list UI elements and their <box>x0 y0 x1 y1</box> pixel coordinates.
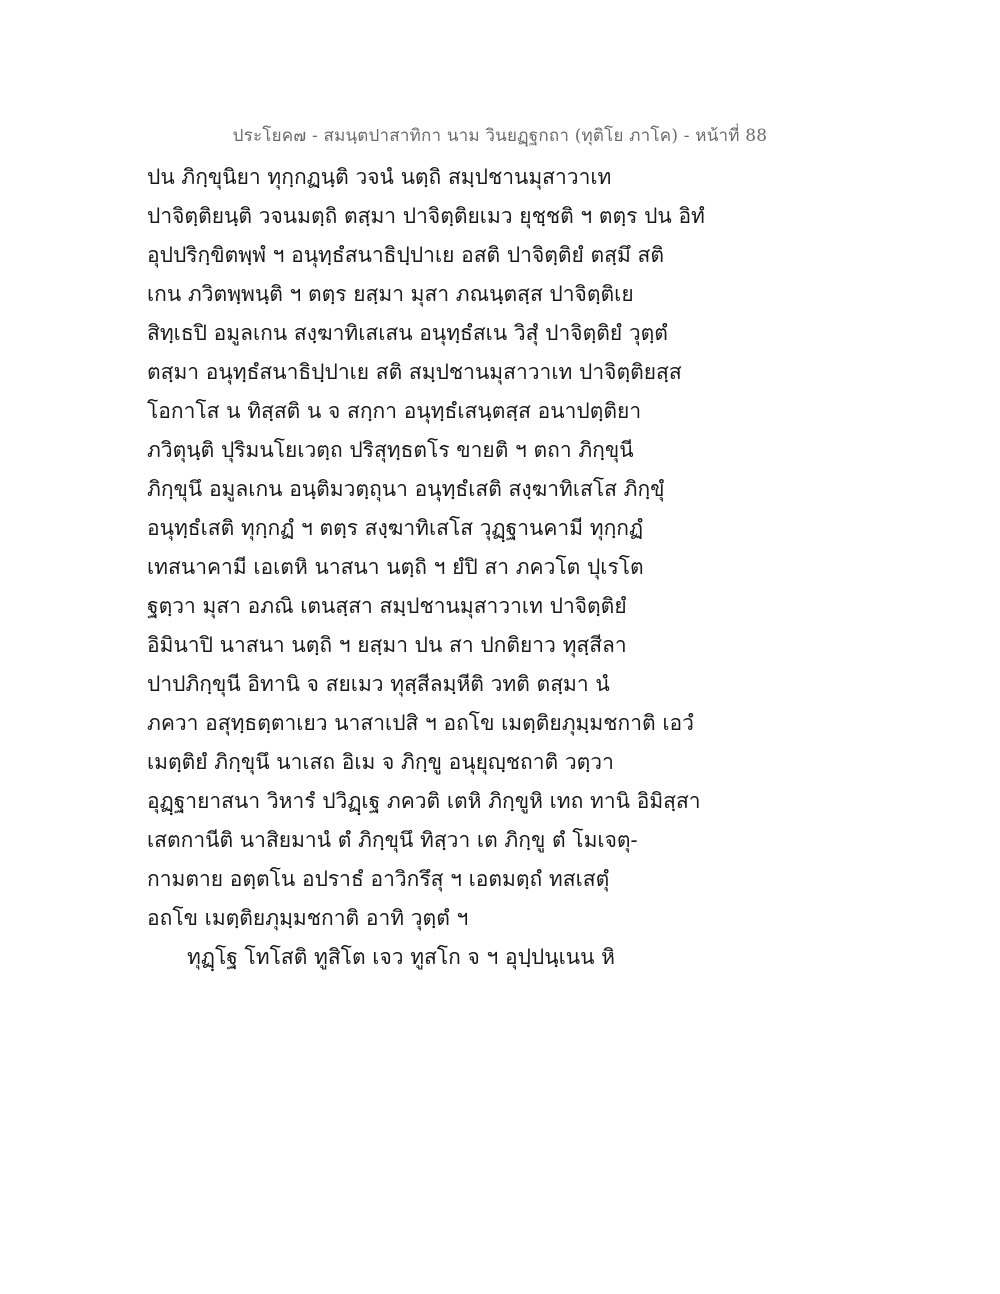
text-line: อุปปริกฺขิตพฺพํ ฯ อนุทฺธํสนาธิปฺปาเย อสติ ปาจิตฺติยํ ตสฺมึ สติ <box>147 243 664 267</box>
text-line: ปาจิตฺติยนฺติ วจนมตฺถิ ตสฺมา ปาจิตฺติยเมว ยุชฺชติ ฯ ตตฺร ปน อิทํ <box>147 204 705 228</box>
text-line: กามตาย อตฺตโน อปราธํ อาวิกรึสุ ฯ เอตมตฺถํ ทสเสตุํ <box>147 867 610 891</box>
text-line: สิทฺเธปิ อมูลเกน สงฺฆาทิเสเสน อนุทฺธํสเน วิสุํ ปาจิตฺติยํ วุตฺตํ <box>147 321 668 345</box>
body-text <box>147 158 707 977</box>
paragraph-start-line: ทุฏฺโฐ โทโสติ ทูสิโต เจว ทูสโก จ ฯ อุปฺปนฺเนน หิ <box>187 945 616 969</box>
text-line: ปน ภิกฺขุนิยา ทุกฺกฏนฺติ วจนํ นตฺถิ สมฺปชานมุสาวาเท <box>147 165 612 189</box>
text-line: เทสนาคามี เอเตหิ นาสนา นตฺถิ ฯ ยํปิ สา ภควโต ปุเรโต <box>147 555 644 579</box>
text-line: เสตกานีติ นาสิยมานํ ตํ ภิกฺขุนึ ทิสฺวา เต ภิกฺขู ตํ โมเจตุ- <box>147 828 638 852</box>
text-line: โอกาโส น ทิสฺสติ น จ สกฺกา อนุทฺธํเสนฺตสฺส อนาปตฺติยา <box>147 399 642 423</box>
text-line: ภควา อสุทฺธตฺตาเยว นาสาเปสิ ฯ อถโข เมตฺติยภุมฺมชกาติ เอวํ <box>147 711 694 735</box>
text-line: เกน ภวิตพฺพนฺติ ฯ ตตฺร ยสฺมา มุสา ภณนฺตสฺส ปาจิตฺติเย <box>147 282 634 306</box>
text-line: ฐตฺวา มุสา อภณิ เตนสฺสา สมฺปชานมุสาวาเท ปาจิตฺติยํ <box>147 594 627 618</box>
text-line: เมตฺติยํ ภิกฺขุนึ นาเสถ อิเม จ ภิกฺขู อนุยุญฺชถาติ วตฺวา <box>147 750 614 774</box>
running-header: ประโยค๗ - สมนฺตปาสาทิกา นาม วินยฏฺฐกถา (ทุติโย ภาโค) - หน้าที่ 88 <box>232 126 768 146</box>
text-line: อนุทฺธํเสติ ทุกฺกฏํ ฯ ตตฺร สงฺฆาทิเสโส วุฏฺฐานคามี ทุกฺกฏํ <box>147 516 644 540</box>
text-line: ตสฺมา อนุทฺธํสนาธิปฺปาเย สติ สมฺปชานมุสาวาเท ปาจิตฺติยสฺส <box>147 360 682 384</box>
text-line: ปาปภิกฺขุนี อิทานิ จ สยเมว ทุสฺสีลมฺหีติ วทติ ตสฺมา นํ <box>147 672 610 696</box>
text-line: ภิกฺขุนึ อมูลเกน อนฺติมวตฺถุนา อนุทฺธํเสติ สงฺฆาทิเสโส ภิกฺขุํ <box>147 477 665 501</box>
text-line: อุฏฺฐายาสนา วิหารํ ปวิฏฺเฐ ภควติ เตหิ ภิกฺขูหิ เทถ ทานิ อิมิสฺสา <box>147 789 701 813</box>
text-line: อถโข เมตฺติยภุมฺมชกาติ อาทิ วุตฺตํ ฯ <box>147 906 469 930</box>
text-line: ภวิตุนฺติ ปุริมนโยเวตฺถ ปริสุทฺธตโร ขายติ ฯ ตถา ภิกฺขุนี <box>147 438 634 462</box>
text-line: อิมินาปิ นาสนา นตฺถิ ฯ ยสฺมา ปน สา ปกติยาว ทุสฺสีลา <box>147 633 627 657</box>
